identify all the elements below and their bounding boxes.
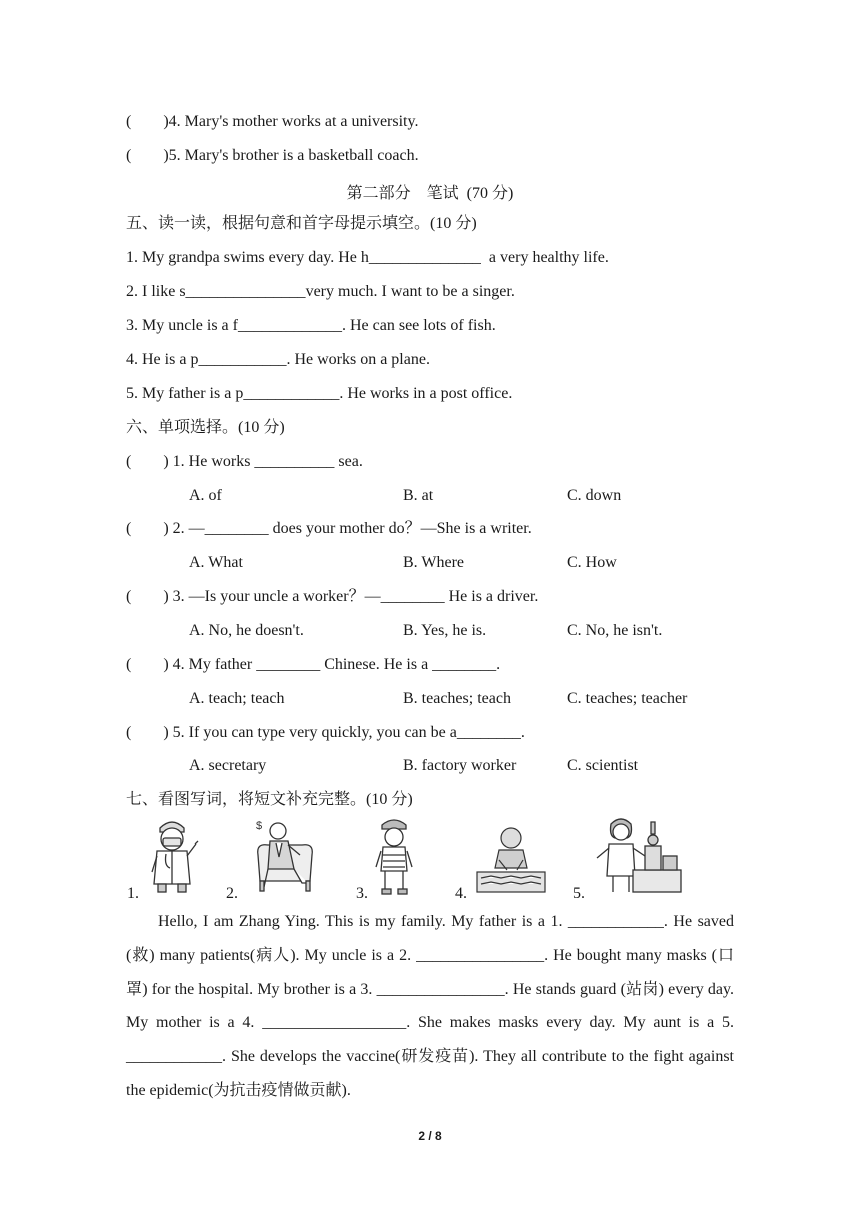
question-2-option-c: C. How bbox=[567, 554, 617, 571]
question-5-option-b: B. factory worker bbox=[403, 757, 517, 774]
section6-heading: 六、单项选择。(10 分) bbox=[126, 419, 285, 436]
blank-answer: s_______________ bbox=[179, 283, 306, 300]
blank-answer: h______________ bbox=[360, 249, 481, 266]
question-1-option-c: C. down bbox=[567, 487, 622, 504]
question-1-option-b: B. at bbox=[403, 487, 434, 504]
question-5-option-c: C. scientist bbox=[567, 757, 639, 774]
item-text: 5. My father is a bbox=[126, 385, 236, 402]
picture-number-2: 2. bbox=[226, 885, 238, 902]
question-4-option-b: B. teaches; teach bbox=[403, 690, 511, 707]
question-2-stem: ( ) 2. —________ does your mother do？—She is a writer. bbox=[126, 520, 532, 537]
question-1-stem: ( ) 1. He works __________ sea. bbox=[126, 453, 363, 470]
listening-item-4: ( )4. Mary's mother works at a university. bbox=[126, 113, 419, 130]
picture-number-4: 4. bbox=[455, 885, 467, 902]
section5-item-4 bbox=[126, 350, 430, 370]
question-3-option-a: A. No, he doesn't. bbox=[189, 622, 304, 639]
item-text: . He works in a post office. bbox=[339, 385, 513, 402]
page-number: 2 / 8 bbox=[418, 1129, 442, 1143]
blank-answer: p____________ bbox=[235, 385, 340, 402]
mask-worker-picture bbox=[473, 820, 549, 896]
question-5-option-a: A. secretary bbox=[189, 757, 267, 774]
section7-heading: 七、看图写词，将短文补充完整。(10 分) bbox=[126, 791, 413, 808]
item-text: 2. I like bbox=[126, 283, 180, 300]
police-officer-picture bbox=[374, 815, 414, 897]
item-text: 3. My uncle is a bbox=[126, 317, 233, 334]
question-3-option-b: B. Yes, he is. bbox=[403, 622, 487, 639]
listening-item-5: ( )5. Mary's brother is a basketball coach. bbox=[126, 147, 419, 164]
svg-text:$: $ bbox=[256, 820, 263, 832]
passage-text: Hello, I am Zhang Ying. This is my family. My father is a 1. ____________. He saved (救) many patients(病人). My uncle is a 2. ________________. He bought many masks (口罩) for the hospital. My brother is a 3. ________________. He stands guard (站岗) every day. My mother is a 4. __________________. She makes masks every day. My aunt is a 5. ____________. She develops the vaccine(研发疫苗). They all contribute to the fight against the epidemic(为抗击疫情做贡献). bbox=[126, 913, 734, 1099]
item-text: 4. He is a bbox=[126, 351, 191, 368]
part-title: 第二部分 笔试 (70 分) bbox=[346, 185, 514, 202]
question-5-stem: ( ) 5. If you can type very quickly, you can be a________. bbox=[126, 724, 525, 741]
section5-item-1 bbox=[126, 248, 609, 268]
item-text: . He works on a plane. bbox=[286, 351, 430, 368]
question-2-option-b: B. Where bbox=[403, 554, 465, 571]
blank-answer: f_____________ bbox=[232, 317, 342, 334]
question-4-option-a: A. teach; teach bbox=[189, 690, 285, 707]
question-2-option-a: A. What bbox=[189, 554, 243, 571]
question-4-stem: ( ) 4. My father ________ Chinese. He is a ________. bbox=[126, 656, 501, 673]
story-passage bbox=[126, 905, 734, 1108]
section5-item-3 bbox=[126, 316, 496, 336]
question-4-option-c: C. teaches; teacher bbox=[567, 690, 688, 707]
blank-answer: p___________ bbox=[190, 351, 287, 368]
item-text: . He can see lots of fish. bbox=[341, 317, 496, 334]
question-3-option-c: C. No, he isn't. bbox=[567, 622, 663, 639]
picture-number-3: 3. bbox=[356, 885, 368, 902]
section5-item-5 bbox=[126, 384, 512, 404]
picture-number-5: 5. bbox=[573, 885, 585, 902]
businessman-picture bbox=[250, 815, 320, 895]
item-text: a very healthy life. bbox=[480, 249, 609, 266]
section5-item-2 bbox=[126, 282, 515, 302]
question-1-option-a: A. of bbox=[189, 487, 222, 504]
picture-number-1: 1. bbox=[127, 885, 139, 902]
scientist-picture bbox=[593, 814, 685, 898]
question-3-stem: ( ) 3. —Is your uncle a worker？—________ He is a driver. bbox=[126, 588, 539, 605]
item-text: 1. My grandpa swims every day. He bbox=[126, 249, 361, 266]
doctor-picture bbox=[146, 814, 202, 896]
item-text: very much. I want to be a singer. bbox=[305, 283, 515, 300]
section5-heading: 五、读一读，根据句意和首字母提示填空。(10 分) bbox=[126, 215, 477, 232]
